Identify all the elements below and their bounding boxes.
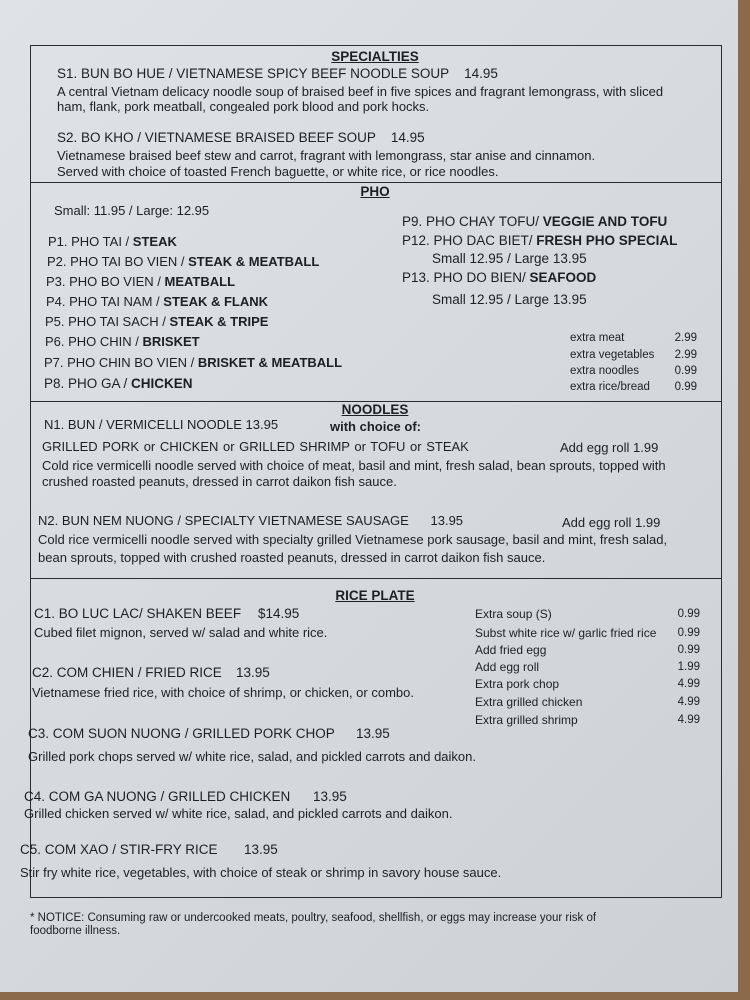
pho-item bbox=[48, 234, 177, 250]
rice-extra-price: 0.99 bbox=[677, 644, 700, 656]
rice-extra-label: Extra pork chop bbox=[475, 677, 560, 691]
pho-item-name: BRISKET & MEATBALL bbox=[197, 355, 343, 370]
section-header-pho: PHO bbox=[360, 184, 390, 199]
pho-item-code: P2. PHO TAI BO VIEN / bbox=[47, 254, 189, 269]
pho-extra-price: 2.99 bbox=[674, 332, 697, 344]
item-n2-desc: Cold rice vermicelli noodle served with specialty grilled Vietnamese pork sausage, basil and mint, fresh salad, bbox=[38, 532, 668, 547]
item-n1-options: GRILLED PORK or CHICKEN or GRILLED SHRIMP or TOFU or STEAK bbox=[42, 439, 469, 454]
pho-item-p9: P9. PHO CHAY TOFU/ VEGGIE AND TOFU bbox=[402, 214, 668, 229]
rice-item-price: $14.95 bbox=[258, 606, 300, 621]
item-s2-title: S2. BO KHO / VIETNAMESE BRAISED BEEF SOUP 14.95 bbox=[57, 130, 425, 145]
pho-item-code: P5. PHO TAI SACH / bbox=[45, 314, 170, 329]
pho-item-name: CHICKEN bbox=[131, 376, 193, 391]
rice-item-title: C2. COM CHIEN / FRIED RICE bbox=[32, 665, 222, 680]
item-n2-addon: Add egg roll 1.99 bbox=[562, 515, 661, 530]
item-s2-desc: Vietnamese braised beef stew and carrot, fragrant with lemongrass, star anise and cinnamon. bbox=[57, 148, 596, 163]
item-s1-title: S1. BUN BO HUE / VIETNAMESE SPICY BEEF NOODLE SOUP 14.95 bbox=[57, 66, 498, 81]
pho-item-code: P3. PHO BO VIEN / bbox=[46, 274, 165, 289]
rice-extra-label: Extra grilled shrimp bbox=[475, 713, 578, 727]
pho-item-name: MEATBALL bbox=[164, 274, 236, 289]
rice-extra-price: 0.99 bbox=[677, 627, 700, 639]
pho-item-p12: P12. PHO DAC BIET/ FRESH PHO SPECIAL bbox=[402, 233, 678, 248]
rice-item-title: C1. BO LUC LAC/ SHAKEN BEEF bbox=[34, 606, 242, 621]
rice-extra-price: 0.99 bbox=[677, 608, 700, 620]
rice-item-desc: Grilled pork chops served w/ white rice, salad, and pickled carrots and daikon. bbox=[28, 749, 476, 764]
pho-item-name: STEAK bbox=[132, 234, 177, 249]
pho-extra-price: 0.99 bbox=[674, 381, 697, 393]
pho-item-code: P7. PHO CHIN BO VIEN / bbox=[44, 355, 198, 370]
pho-item bbox=[45, 334, 200, 350]
notice: foodborne illness. bbox=[30, 925, 121, 937]
pho-item bbox=[46, 274, 235, 290]
rice-extra-label: Add egg roll bbox=[475, 660, 540, 674]
rice-extra-label: Extra soup (S) bbox=[475, 607, 552, 621]
rice-item-price: 13.95 bbox=[236, 665, 270, 680]
section-header-rice-plate: RICE PLATE bbox=[335, 588, 415, 603]
item-n1-choice: with choice of: bbox=[330, 419, 421, 434]
rice-extra-label: Add fried egg bbox=[475, 643, 547, 657]
pho-item-p13: P13. PHO DO BIEN/ SEAFOOD bbox=[402, 270, 597, 285]
rice-extra-price: 4.99 bbox=[677, 696, 700, 708]
section-header-noodles: NOODLES bbox=[341, 402, 409, 417]
pho-item-code: P4. PHO TAI NAM / bbox=[46, 294, 164, 309]
rice-item-desc: Cubed filet mignon, served w/ salad and white rice. bbox=[34, 625, 328, 640]
item-n1-desc: Cold rice vermicelli noodle served with choice of meat, basil and mint, fresh salad, bean sprouts, topped with bbox=[42, 458, 666, 473]
pho-item-code: P1. PHO TAI / bbox=[48, 234, 133, 249]
item-s2-desc: Served with choice of toasted French baguette, or white rice, or rice noodles. bbox=[57, 164, 499, 179]
rice-item-title: C5. COM XAO / STIR-FRY RICE bbox=[20, 842, 218, 857]
notice: * NOTICE: Consuming raw or undercooked meats, poultry, seafood, shellfish, or eggs may increase your risk of bbox=[30, 912, 597, 924]
pho-item bbox=[44, 376, 193, 392]
pho-extra-label: extra meat bbox=[570, 332, 625, 344]
pho-extra-label: extra rice/bread bbox=[570, 381, 650, 393]
pho-extra-label: extra vegetables bbox=[570, 349, 655, 361]
item-n2-title: N2. BUN NEM NUONG / SPECIALTY VIETNAMESE SAUSAGE 13.95 bbox=[38, 513, 464, 528]
item-s1-desc: ham, flank, pork meatball, congealed pork blood and pork hocks. bbox=[57, 99, 430, 114]
rice-extra-price: 1.99 bbox=[677, 661, 700, 673]
rice-extra-price: 4.99 bbox=[677, 714, 700, 726]
item-s1-desc: A central Vietnam delicacy noodle soup of braised beef in five spices and fragrant lemongrass, with sliced bbox=[57, 84, 664, 99]
pho-item-code: P6. PHO CHIN / bbox=[45, 334, 143, 349]
pho-extra-label: extra noodles bbox=[570, 365, 640, 377]
pho-item-name: STEAK & TRIPE bbox=[169, 314, 269, 329]
item-n1-addon: Add egg roll 1.99 bbox=[560, 440, 659, 455]
rice-item-price: 13.95 bbox=[356, 726, 390, 741]
divider bbox=[30, 578, 722, 579]
pho-item bbox=[44, 355, 342, 371]
pho-extra-price: 2.99 bbox=[674, 349, 697, 361]
pho-item-code: P8. PHO GA / bbox=[44, 376, 132, 391]
item-n1-title: N1. BUN / VERMICELLI NOODLE 13.95 bbox=[44, 417, 279, 432]
pho-item-name: BRISKET bbox=[142, 334, 200, 349]
item-n1-desc: crushed roasted peanuts, dressed in carrot daikon fish sauce. bbox=[42, 474, 397, 489]
pho-item-name: STEAK & FLANK bbox=[163, 294, 268, 309]
pho-item bbox=[47, 254, 319, 270]
rice-item-title: C3. COM SUON NUONG / GRILLED PORK CHOP bbox=[28, 726, 335, 741]
pho-price: Small: 11.95 / Large: 12.95 bbox=[54, 203, 210, 218]
rice-item-price: 13.95 bbox=[313, 789, 347, 804]
item-n2-desc: bean sprouts, topped with crushed roasted peanuts, dressed in carrot daikon fish sauce. bbox=[38, 550, 546, 565]
pho-item-p12-price: Small 12.95 / Large 13.95 bbox=[432, 251, 587, 266]
pho-item bbox=[45, 314, 268, 330]
rice-extra-label: Extra grilled chicken bbox=[475, 695, 583, 709]
rice-item-desc: Vietnamese fried rice, with choice of shrimp, or chicken, or combo. bbox=[32, 685, 414, 700]
rice-item-title: C4. COM GA NUONG / GRILLED CHICKEN bbox=[24, 789, 291, 804]
pho-item bbox=[46, 294, 268, 310]
rice-item-price: 13.95 bbox=[244, 842, 278, 857]
rice-extra-label: Subst white rice w/ garlic fried rice bbox=[475, 626, 657, 640]
section-header-specialties: SPECIALTIES bbox=[331, 49, 419, 64]
pho-item-name: STEAK & MEATBALL bbox=[188, 254, 320, 269]
rice-extra-price: 4.99 bbox=[677, 678, 700, 690]
divider bbox=[30, 182, 722, 183]
rice-item-desc: Grilled chicken served w/ white rice, salad, and pickled carrots and daikon. bbox=[24, 806, 453, 821]
rice-item-desc: Stir fry white rice, vegetables, with choice of steak or shrimp in savory house sauce. bbox=[20, 865, 502, 880]
pho-extra-price: 0.99 bbox=[674, 365, 697, 377]
pho-item-p13-price: Small 12.95 / Large 13.95 bbox=[432, 292, 587, 307]
